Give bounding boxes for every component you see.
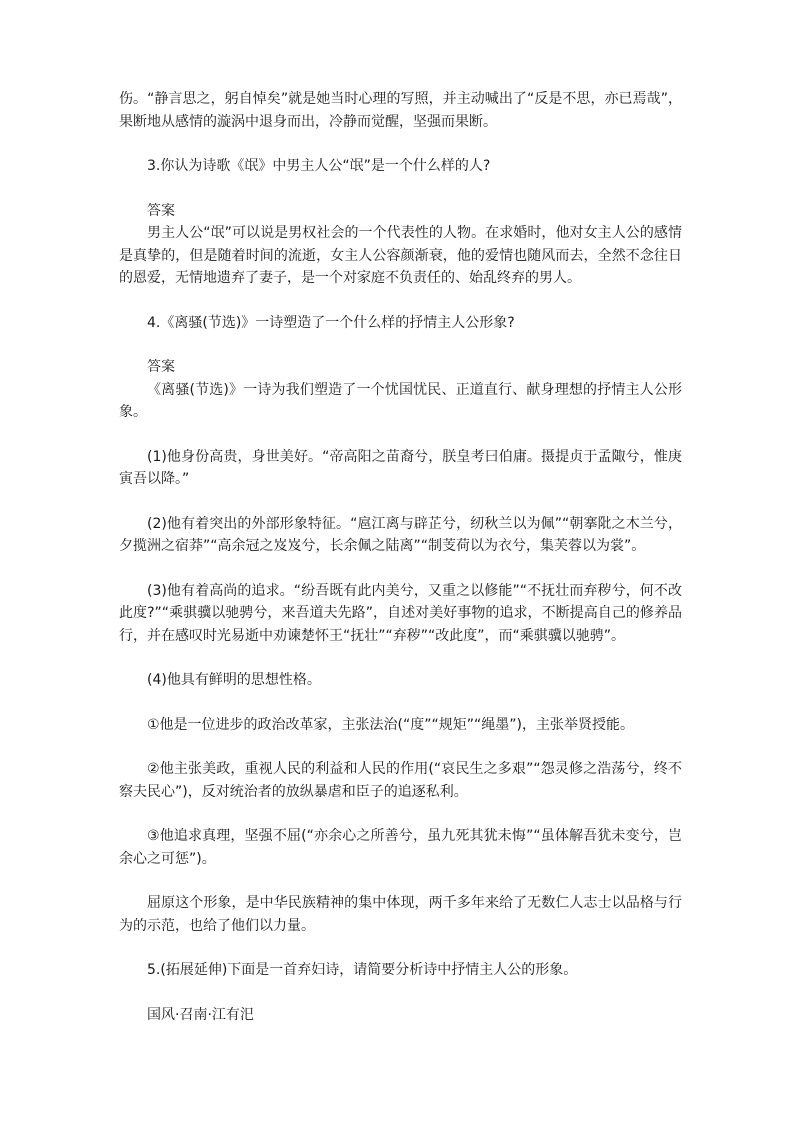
- poem-title: 国风·召南·江有汜: [147, 1006, 254, 1023]
- question-3: 3.你认为诗歌《氓》中男主人公“氓”是一个什么样的人?: [147, 158, 491, 174]
- point-3: (3)他有着高尚的追求。“纷吾既有此内美兮，又重之以修能”“不抚壮而弃秽兮，何不改此度?”“乘骐骥以驰骋兮，来吾道夫先路”，自述对美好事物的追求，不断提高自己的修养品行，并在感叹时光易逝中劝谏楚怀王“抚壮”“弃秽”“改此度”，而“乘骐骥以驰骋”。: [119, 582, 682, 644]
- question-5: 5.(拓展延伸)下面是一首弃妇诗，请简要分析诗中抒情主人公的形象。: [147, 962, 578, 978]
- sub-point-3: ③他追求真理，坚强不屈(“亦余心之所善兮，虽九死其犹未悔”“虽体解吾犹未变兮，岂余心之可惩”)。: [119, 828, 682, 867]
- answer-label: 答案: [147, 202, 175, 219]
- question-4: 4.《离骚(节选)》一诗塑造了一个什么样的抒情主人公形象?: [147, 314, 515, 331]
- sub-point-2: ②他主张美政，重视人民的利益和人民的作用(“哀民生之多艰”“怨灵修之浩荡兮，终不察夫民心”)，反对统治者的放纵暴虐和臣子的追逐私利。: [119, 761, 682, 800]
- point-4: (4)他具有鲜明的思想性格。: [147, 672, 321, 688]
- point-2: (2)他有着突出的外部形象特征。“扈江离与辟芷兮，纫秋兰以为佩”“朝搴阰之木兰兮，夕揽洲之宿莽”“高余冠之岌岌兮，长余佩之陆离”“制芰荷以为衣兮，集芙蓉以为裳”。: [119, 515, 682, 554]
- summary-paragraph: 屈原这个形象，是中华民族精神的集中体现，两千多年来给了无数仁人志士以品格与行为的示范，也给了他们以力量。: [119, 895, 682, 934]
- answer-3: 男主人公“氓”可以说是男权社会的一个代表性的人物。在求婚时，他对女主人公的感情是真挚的，但是随着时间的流逝，女主人公容颜渐衰，他的爱情也随风而去，全然不念往日的恩爱，无情地遗弃了妻子，是一个对家庭不负责任的、始乱终弃的男人。: [119, 225, 682, 286]
- sub-point-1: ①他是一位进步的政治改革家，主张法治(“度”“规矩”“绳墨”)，主张举贤授能。: [147, 716, 634, 733]
- answer-label: 答案: [147, 359, 175, 375]
- answer-4: 《离骚(节选)》一诗为我们塑造了一个忧国忧民、正道直行、献身理想的抒情主人公形象。: [119, 381, 682, 420]
- paragraph-continued: 伤。“静言思之，躬自悼矣”就是她当时心理的写照，并主动喊出了“反是不思，亦已焉哉”，果断地从感情的漩涡中退身而出，冷静而觉醒，坚强而果断。: [119, 91, 682, 130]
- document-page: [119, 88, 682, 1026]
- point-1: (1)他身份高贵，身世美好。“帝高阳之苗裔兮，朕皇考曰伯庸。摄提贞于孟陬兮，惟庚寅吾以降。”: [119, 448, 682, 487]
